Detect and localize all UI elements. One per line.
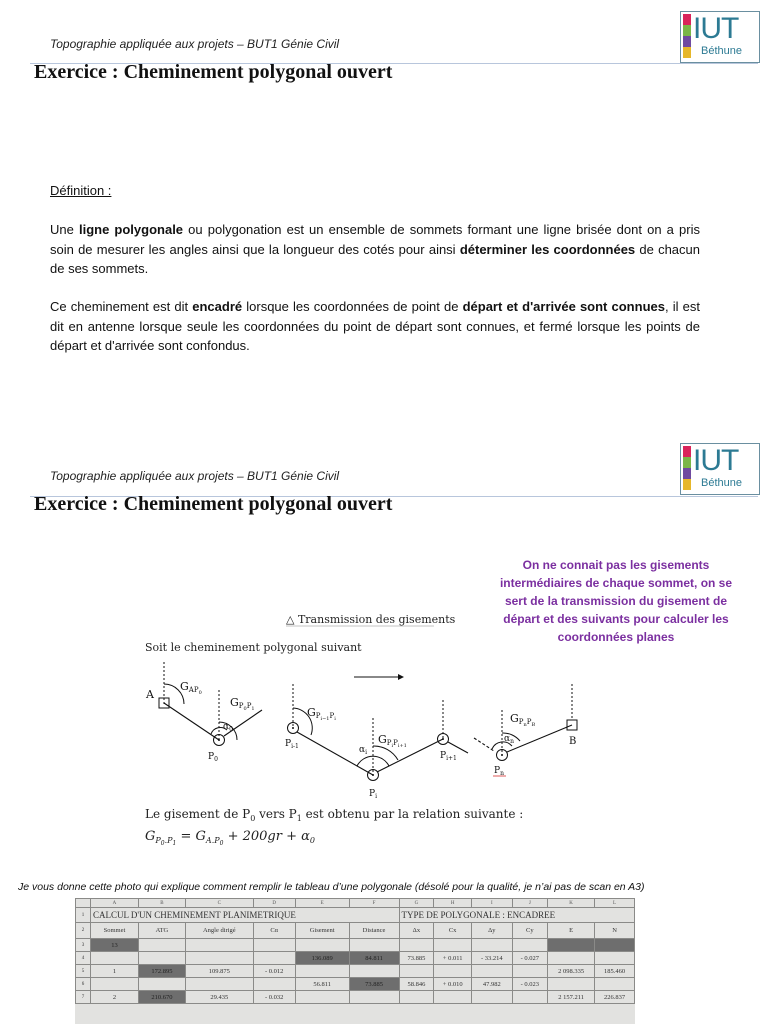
cell: + 0.010 — [434, 978, 472, 991]
cell — [295, 939, 349, 952]
figure-intro: Soit le cheminement polygonal suivant — [145, 641, 362, 654]
label-g-pim1pi: GPi−1Pi — [307, 706, 336, 722]
label-g-p0p1: GP0P1 — [230, 696, 255, 712]
corner-cell — [76, 899, 91, 908]
slide-title: Exercice : Cheminement polygonal ouvert — [34, 61, 393, 83]
cell: 136.089 — [295, 952, 349, 965]
header-cell: E — [548, 923, 595, 939]
col-letter: A — [91, 899, 139, 908]
header-cell: Gisement — [295, 923, 349, 939]
col-letter: B — [138, 899, 185, 908]
cell: 1 — [91, 965, 139, 978]
label-alphai: $\alpha_i$ — [359, 745, 367, 756]
arc-g-pipip1 — [373, 746, 398, 760]
transmission-figure — [0, 600, 768, 910]
cell — [472, 965, 512, 978]
text: lorsque les coordonnées de point de — [242, 299, 463, 314]
worksheet-table — [75, 898, 635, 1004]
point-pip1-dot — [442, 738, 444, 740]
cell — [595, 939, 635, 952]
cell — [138, 952, 185, 965]
label-p0: $P_0$ — [208, 752, 218, 763]
cell — [91, 978, 139, 991]
header-cell: Cx — [434, 923, 472, 939]
table-row — [76, 978, 635, 991]
table-row — [76, 965, 635, 978]
cell — [399, 965, 434, 978]
cell: 2 157.211 — [548, 991, 595, 1004]
cell — [512, 939, 548, 952]
course-title: Topographie appliquée aux projets – BUT1 Génie Civil — [50, 37, 340, 51]
header-cell: Sommet — [91, 923, 139, 939]
definition-heading: Définition : — [50, 183, 112, 198]
cell: 185.460 — [595, 965, 635, 978]
cell — [138, 978, 185, 991]
cell: 29.435 — [185, 991, 253, 1004]
cell — [295, 991, 349, 1004]
header-cell: ATG — [138, 923, 185, 939]
direction-arrowhead — [398, 674, 404, 680]
segment-a-p0 — [164, 703, 219, 740]
label-g-ap0: GAP0 — [180, 680, 202, 696]
col-letter: E — [295, 899, 349, 908]
cell — [295, 965, 349, 978]
segment-pn-b — [507, 725, 572, 752]
point-pi-dot — [372, 774, 374, 776]
bold-term: départ et d'arrivée sont connues — [462, 299, 665, 314]
cell: 2 — [91, 991, 139, 1004]
column-letters-row — [76, 899, 635, 908]
bold-term: ligne polygonale — [78, 222, 184, 237]
cell — [434, 991, 472, 1004]
cell — [512, 965, 548, 978]
cell: 73.885 — [399, 952, 434, 965]
cell — [253, 939, 295, 952]
col-letter: J — [512, 899, 548, 908]
col-letter: F — [349, 899, 399, 908]
logo-city: Béthune — [701, 45, 742, 57]
row-number: 4 — [76, 952, 91, 965]
cell — [399, 991, 434, 1004]
relation-formula: $G_P0.P1 = G_{A.P}0 + 200gr + \alpha_0$ — [145, 829, 315, 847]
cell — [595, 952, 635, 965]
photo-caption: Je vous donne cette photo qui explique comment remplir le tableau d’une polygonale (désolé pour la qualité, je n’ai pas de scan en A3) — [18, 881, 645, 893]
title-row — [76, 908, 635, 923]
text: de chacun de ses sommets. — [50, 241, 700, 276]
label-pip1: $P_{i+1}$ — [440, 751, 457, 762]
label-a: A — [146, 688, 154, 701]
label-alpha0: $\alpha_0$ — [223, 722, 233, 733]
label-g-pipip1: GPiPi+1 — [378, 733, 407, 749]
cell — [253, 952, 295, 965]
col-letter: D — [253, 899, 295, 908]
table-row — [76, 952, 635, 965]
cell — [434, 965, 472, 978]
point-p0-dot — [218, 739, 220, 741]
cell — [253, 978, 295, 991]
cell: 58.846 — [399, 978, 434, 991]
col-letter: I — [472, 899, 512, 908]
text: , il est dit en antenne lorsque seule les coordonnées du point de départ sont connues, et fermé lorsque les points de départ et d'arrivée sont confondus. — [50, 299, 700, 353]
cell: 172.895 — [138, 965, 185, 978]
header-cell: Distance — [349, 923, 399, 939]
text: Ce cheminement est dit — [50, 299, 193, 314]
cell: 2 098.335 — [548, 965, 595, 978]
col-letter: K — [548, 899, 595, 908]
text: Une — [50, 222, 79, 237]
row-number: 1 — [76, 908, 91, 923]
label-pim1: $P_{i-1}$ — [285, 739, 299, 750]
cell — [349, 939, 399, 952]
relation-text: Le gisement de $P_0$ vers $P_1$ est obtenu par la relation suivante : — [145, 807, 524, 823]
logo-text: IUT — [693, 444, 739, 477]
iut-logo — [680, 443, 760, 495]
cell — [349, 991, 399, 1004]
cell — [548, 978, 595, 991]
segment-in-pn — [474, 738, 494, 751]
logo-text: IUT — [693, 12, 739, 45]
cell: + 0.011 — [434, 952, 472, 965]
cell: - 0.012 — [253, 965, 295, 978]
header-cell: Cα — [253, 923, 295, 939]
cell: - 0.023 — [512, 978, 548, 991]
label-pi: $P_i$ — [369, 789, 377, 800]
cell — [595, 978, 635, 991]
table-row — [76, 939, 635, 952]
cell: - 0.027 — [512, 952, 548, 965]
cell: 109.875 — [185, 965, 253, 978]
cell — [434, 939, 472, 952]
cell: 13 — [91, 939, 139, 952]
label-alphan: $\alpha_n$ — [504, 734, 514, 745]
slide-title: Exercice : Cheminement polygonal ouvert — [34, 493, 393, 515]
cell — [399, 939, 434, 952]
row-number: 6 — [76, 978, 91, 991]
cell: 210.670 — [138, 991, 185, 1004]
cell: - 0.032 — [253, 991, 295, 1004]
cell — [185, 939, 253, 952]
row-number: 7 — [76, 991, 91, 1004]
logo-city: Béthune — [701, 477, 742, 489]
label-pn: $P_n$ — [494, 766, 504, 777]
segment-pip1-out — [448, 742, 468, 753]
calc-title: CALCUL D'UN CHEMINEMENT PLANIMETRIQUE — [91, 908, 400, 923]
figure-heading: △ Transmission des gisements — [286, 613, 456, 626]
cell: 84.811 — [349, 952, 399, 965]
row-number: 5 — [76, 965, 91, 978]
col-letter: G — [399, 899, 434, 908]
segment-p0-out — [224, 710, 262, 736]
worksheet-photo — [75, 898, 635, 1024]
col-letter: H — [434, 899, 472, 908]
col-letter: C — [185, 899, 253, 908]
col-letter: L — [595, 899, 635, 908]
point-pim1-dot — [292, 727, 294, 729]
label-b: B — [569, 736, 577, 747]
header-cell: Cy — [512, 923, 548, 939]
text: ou polygonation est un ensemble de sommets formant une ligne brisée dont on a pris soin de mesurer les angles ainsi que la longueur des cotés pour ainsi — [50, 222, 700, 257]
purple-note: On ne connait pas les gisements intermédiaires de chaque sommet, on se sert de la transmission du gisement de départ et des suivants pour calculer les coordonnées planes — [499, 558, 733, 644]
header-cell: Angle dirigé — [185, 923, 253, 939]
cell — [472, 991, 512, 1004]
point-pn-dot — [501, 754, 503, 756]
logo-color-bars — [683, 446, 691, 490]
cell — [185, 952, 253, 965]
row-number: 2 — [76, 923, 91, 939]
cell — [472, 939, 512, 952]
arc-alphai — [357, 756, 389, 766]
cell — [349, 965, 399, 978]
cell: - 33.214 — [472, 952, 512, 965]
polygonale-type: TYPE DE POLYGONALE : ENCADREE — [399, 908, 634, 923]
table-row — [76, 991, 635, 1004]
cell — [548, 939, 595, 952]
course-title: Topographie appliquée aux projets – BUT1 Génie Civil — [50, 469, 340, 483]
header-cell: Δy — [472, 923, 512, 939]
bold-term: encadré — [192, 299, 243, 314]
cell: 73.885 — [349, 978, 399, 991]
row-number: 3 — [76, 939, 91, 952]
label-g-pnpb: GPnPB — [510, 712, 536, 728]
header-cell: N — [595, 923, 635, 939]
cell: 47.982 — [472, 978, 512, 991]
cell — [185, 978, 253, 991]
cell — [91, 952, 139, 965]
cell — [548, 952, 595, 965]
bold-term: déterminer les coordonnées — [459, 241, 636, 257]
header-row — [76, 923, 635, 939]
cell: 56.811 — [295, 978, 349, 991]
header-cell: Δx — [399, 923, 434, 939]
cell: 226.837 — [595, 991, 635, 1004]
cell — [512, 991, 548, 1004]
cell — [138, 939, 185, 952]
